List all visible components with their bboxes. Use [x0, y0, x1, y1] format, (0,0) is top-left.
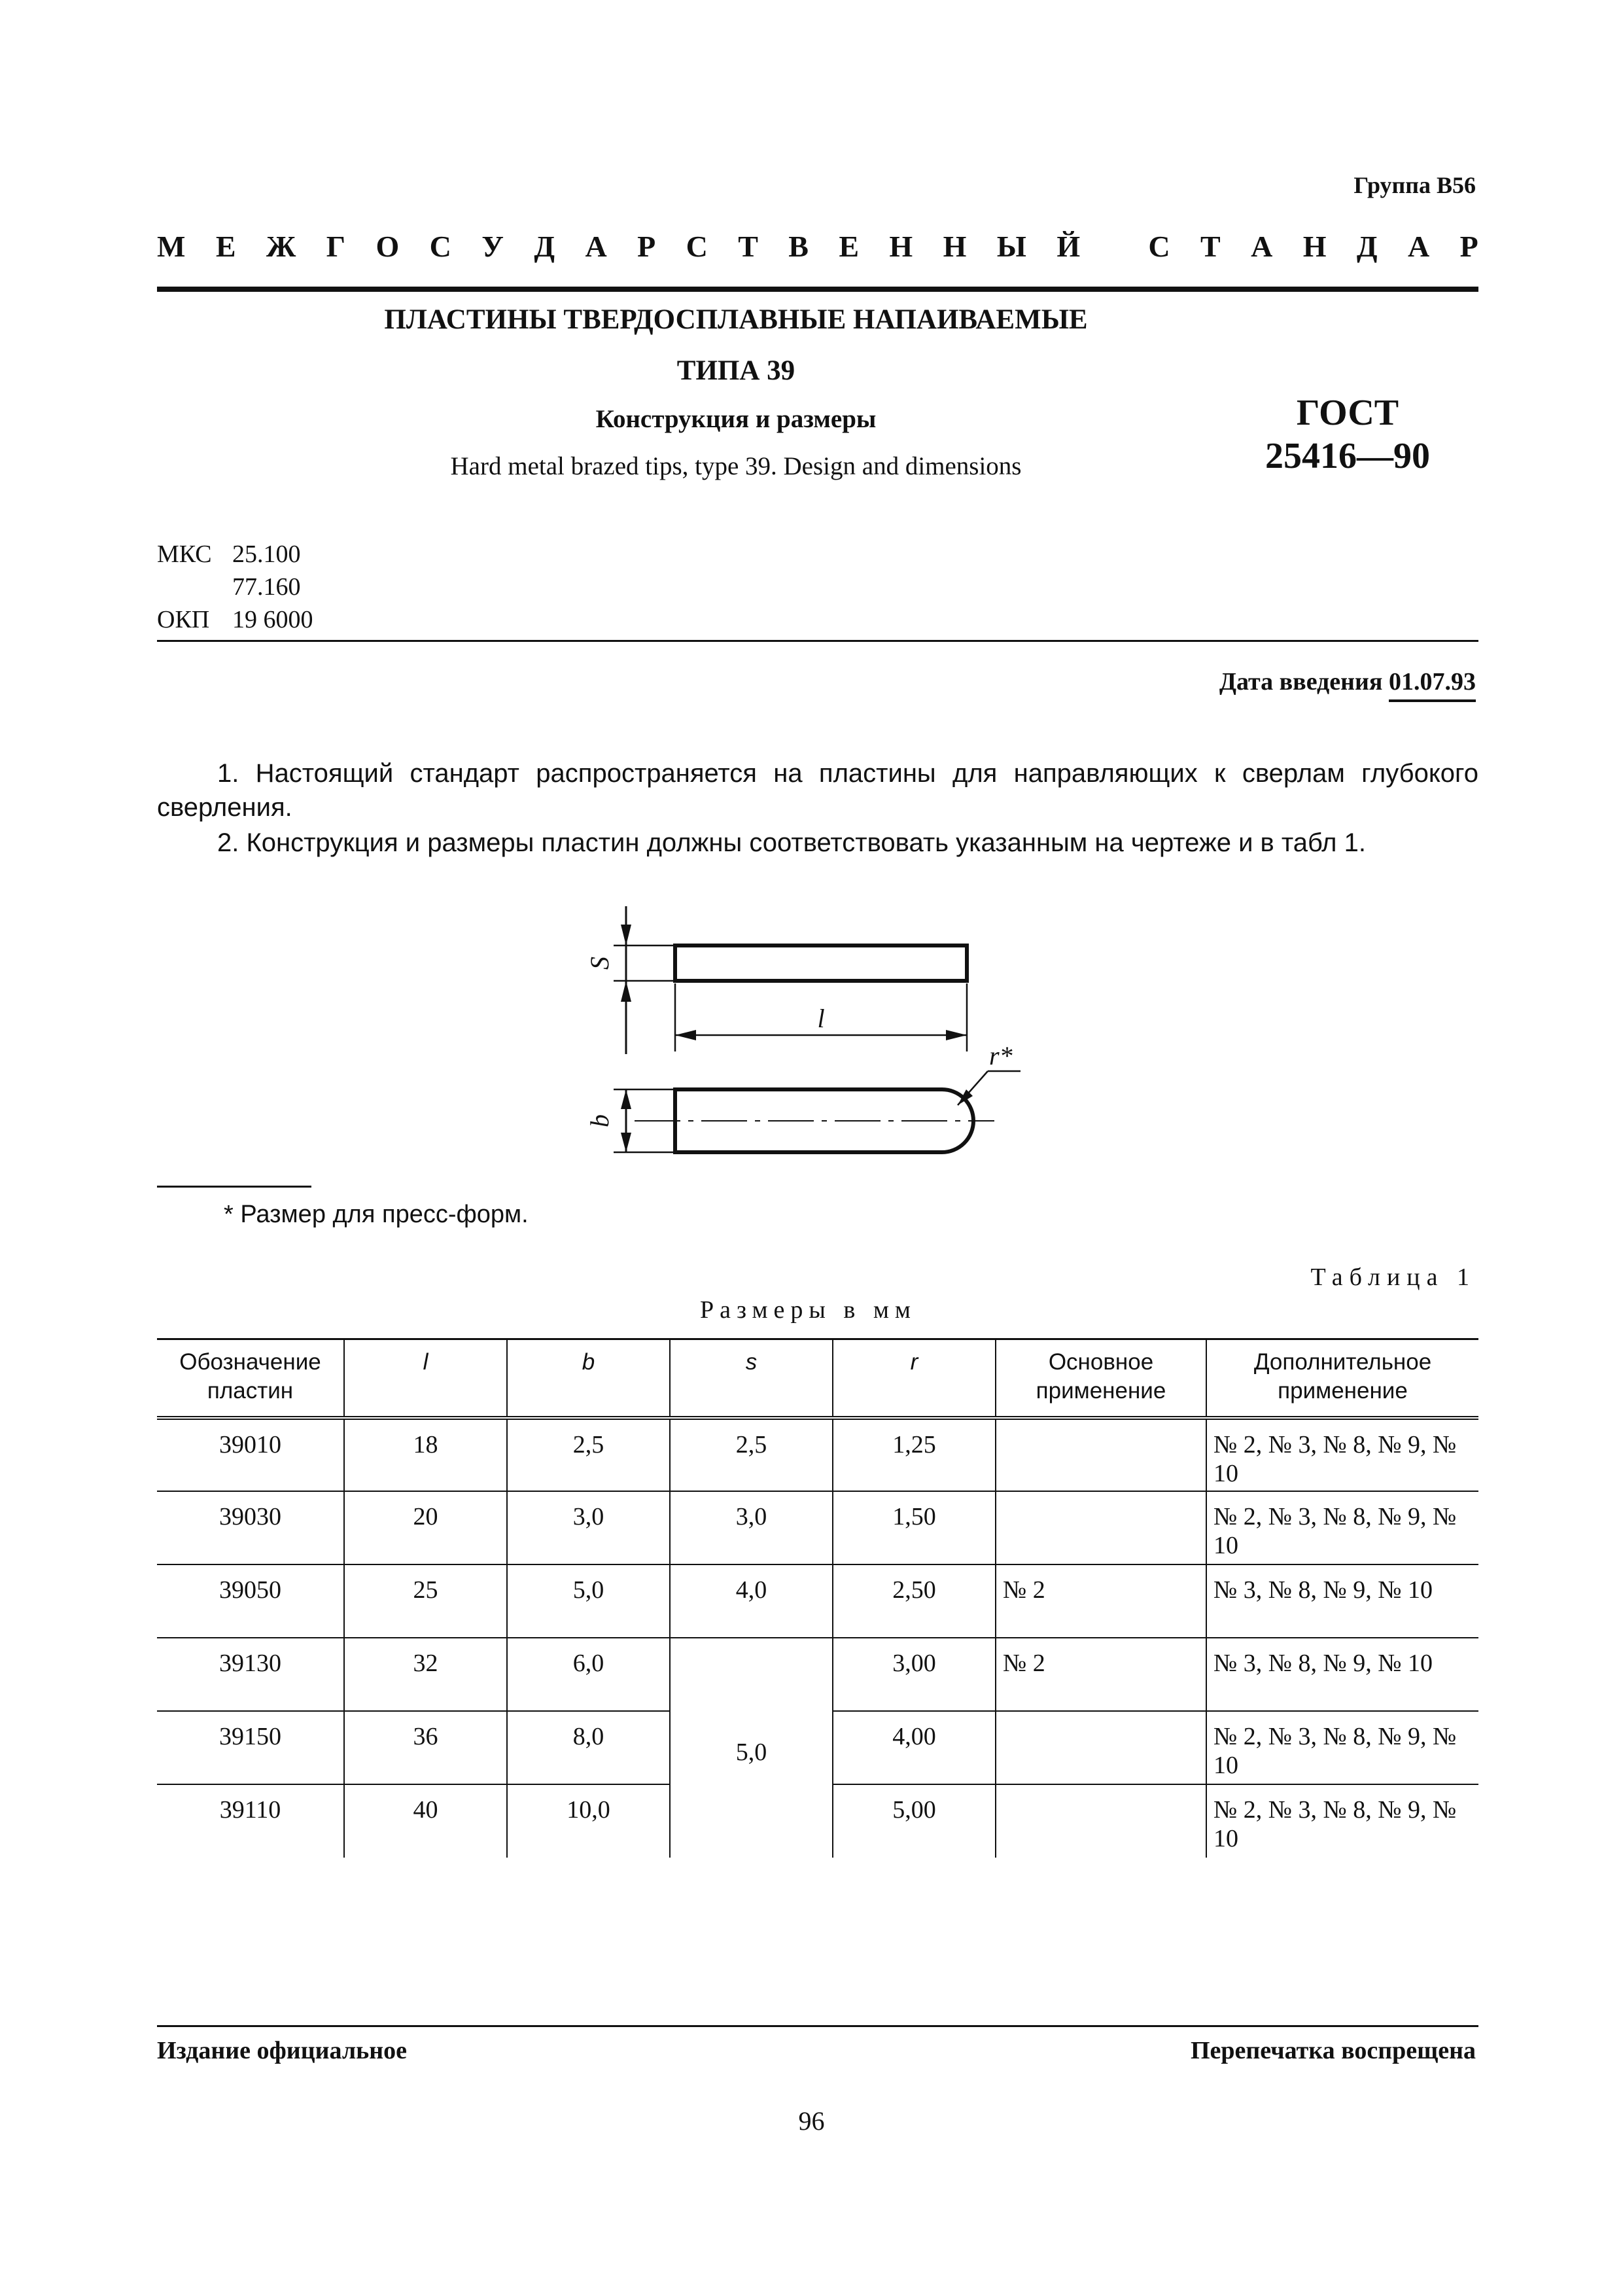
cell-main-use: № 2	[996, 1564, 1206, 1638]
cell-b: 6,0	[507, 1638, 670, 1711]
cell-additional-use: № 2, № 3, № 8, № 9, № 10	[1206, 1418, 1478, 1491]
document-title-line2: ТИПА 39	[676, 355, 795, 386]
paragraph-1	[157, 756, 1478, 824]
heading-letter: Е	[215, 230, 236, 263]
reprint-note: Перепечатка воспрещена	[1190, 2037, 1476, 2064]
page-number: 96	[798, 2106, 825, 2136]
cell-l: 18	[344, 1418, 507, 1491]
introduction-date	[1219, 667, 1476, 696]
cell-designation: 39130	[219, 1650, 281, 1677]
header-r: r	[833, 1339, 996, 1419]
table-row	[157, 1418, 1478, 1491]
table-header-row	[157, 1339, 1478, 1419]
heading-letter: А	[1251, 230, 1273, 263]
heading-letter: Е	[839, 230, 860, 263]
cell-designation: 39030	[219, 1503, 281, 1530]
footnote: * Размер для пресс-форм.	[224, 1201, 529, 1228]
cell-main-use: № 2	[996, 1638, 1206, 1711]
paragraph-1-text: 1. Настоящий стандарт распространяется на пластины для направляющих к сверлам глубокого сверления.	[157, 759, 1478, 822]
header-designation: Обозначение пластин	[179, 1349, 321, 1404]
heading-letter: В	[788, 230, 809, 263]
gost-code: 25416—90	[1265, 436, 1430, 476]
mks-label: МКС	[157, 540, 212, 568]
standard-type-heading	[157, 229, 1478, 264]
header-s: s	[670, 1339, 833, 1419]
cell-s-merged: 5,0	[670, 1638, 833, 1858]
heading-letter: У	[481, 230, 504, 263]
intro-date-value: 01.07.93	[1389, 668, 1476, 702]
heading-letter: Н	[1302, 230, 1327, 263]
cell-additional-use: № 3, № 8, № 9, № 10	[1206, 1564, 1478, 1638]
paragraph-2	[157, 826, 1478, 860]
cell-l: 20	[344, 1491, 507, 1564]
heading-space	[1111, 229, 1119, 264]
heading-letter: Т	[738, 230, 758, 263]
cell-main-use	[996, 1784, 1206, 1858]
cell-designation: 39010	[219, 1431, 281, 1458]
heading-letter: Й	[1056, 230, 1081, 263]
heading-letter: А	[1407, 230, 1430, 263]
intro-date-label: Дата введения	[1219, 668, 1383, 696]
footnote-rule	[157, 1186, 311, 1188]
cell-additional-use: № 2, № 3, № 8, № 9, № 10	[1206, 1711, 1478, 1784]
technical-drawing	[576, 900, 1047, 1174]
dimensions-table	[157, 1338, 1478, 1858]
heading-letter: Д	[1356, 230, 1378, 263]
cell-b: 8,0	[507, 1711, 670, 1784]
cell-r: 4,00	[833, 1711, 996, 1784]
cell-b: 5,0	[507, 1564, 670, 1638]
group-code: Группа В56	[1353, 172, 1476, 198]
cell-r: 5,00	[833, 1784, 996, 1858]
heading-letter: Т	[1200, 230, 1221, 263]
label-b: b	[585, 1114, 614, 1127]
cell-r: 1,50	[833, 1491, 996, 1564]
heading-letter: Ы	[996, 230, 1026, 263]
cell-r: 2,50	[833, 1564, 996, 1638]
mks-code: 25.100	[232, 540, 301, 568]
gost-number	[1223, 391, 1472, 478]
paragraph-2-text: 2. Конструкция и размеры пластин должны соответствовать указанным на чертеже и в табл 1.	[217, 828, 1366, 857]
cell-main-use	[996, 1418, 1206, 1491]
header-b: b	[507, 1339, 670, 1419]
heading-letter: Н	[943, 230, 967, 263]
heading-letter: М	[157, 230, 186, 263]
classification-codes	[157, 538, 313, 636]
classification-rule	[157, 640, 1478, 642]
cell-r: 3,00	[833, 1638, 996, 1711]
document-title-line1: ПЛАСТИНЫ ТВЕРДОСПЛАВНЫЕ НАПАИВАЕМЫЕ	[384, 304, 1088, 335]
cell-b: 2,5	[507, 1418, 670, 1491]
cell-l: 25	[344, 1564, 507, 1638]
table-row	[157, 1638, 1478, 1711]
cell-l: 32	[344, 1638, 507, 1711]
label-l: l	[817, 1004, 825, 1033]
cell-l: 40	[344, 1784, 507, 1858]
edition-note: Издание официальное	[157, 2037, 408, 2064]
heading-letter: О	[375, 230, 400, 263]
gost-label: ГОСТ	[1296, 393, 1399, 433]
footer-rule	[157, 2025, 1478, 2027]
cell-additional-use: № 3, № 8, № 9, № 10	[1206, 1638, 1478, 1711]
label-s: S	[585, 957, 614, 970]
cell-s: 3,0	[670, 1491, 833, 1564]
table-row	[157, 1564, 1478, 1638]
heading-letter: Д	[534, 230, 555, 263]
heading-letter: С	[686, 230, 708, 263]
english-title: Hard metal brazed tips, type 39. Design and dimensions	[450, 452, 1022, 480]
heading-letter: Ж	[266, 230, 296, 263]
heading-letter: А	[585, 230, 607, 263]
cell-r: 1,25	[833, 1418, 996, 1491]
cell-s: 4,0	[670, 1564, 833, 1638]
header-rule	[157, 287, 1478, 292]
table-units: Размеры в мм	[700, 1296, 916, 1324]
header-additional-use: Дополнительное применение	[1206, 1339, 1478, 1419]
okp-code: 19 6000	[232, 606, 313, 633]
cell-designation: 39150	[219, 1723, 281, 1750]
table-caption: Таблица 1	[1310, 1263, 1476, 1291]
cell-main-use	[996, 1711, 1206, 1784]
cell-main-use	[996, 1491, 1206, 1564]
mks-code: 77.160	[232, 573, 301, 601]
heading-letter: Р	[637, 230, 656, 263]
table-row	[157, 1491, 1478, 1564]
cell-additional-use: № 2, № 3, № 8, № 9, № 10	[1206, 1784, 1478, 1858]
cell-s: 2,5	[670, 1418, 833, 1491]
heading-letter: С	[429, 230, 451, 263]
heading-letter: Р	[1459, 230, 1478, 263]
cell-designation: 39110	[219, 1796, 281, 1824]
document-subtitle: Конструкция и размеры	[595, 405, 877, 433]
cell-b: 3,0	[507, 1491, 670, 1564]
cell-b: 10,0	[507, 1784, 670, 1858]
header-l: l	[344, 1339, 507, 1419]
cell-l: 36	[344, 1711, 507, 1784]
plate-side-view	[675, 945, 967, 981]
heading-letter: Г	[326, 230, 346, 263]
cell-designation: 39050	[219, 1576, 281, 1604]
label-r: r*	[989, 1041, 1013, 1070]
cell-additional-use: № 2, № 3, № 8, № 9, № 10	[1206, 1491, 1478, 1564]
heading-letter: С	[1148, 230, 1170, 263]
heading-letter: Н	[889, 230, 913, 263]
header-main-use: Основное применение	[996, 1339, 1206, 1419]
okp-label: ОКП	[157, 606, 210, 633]
